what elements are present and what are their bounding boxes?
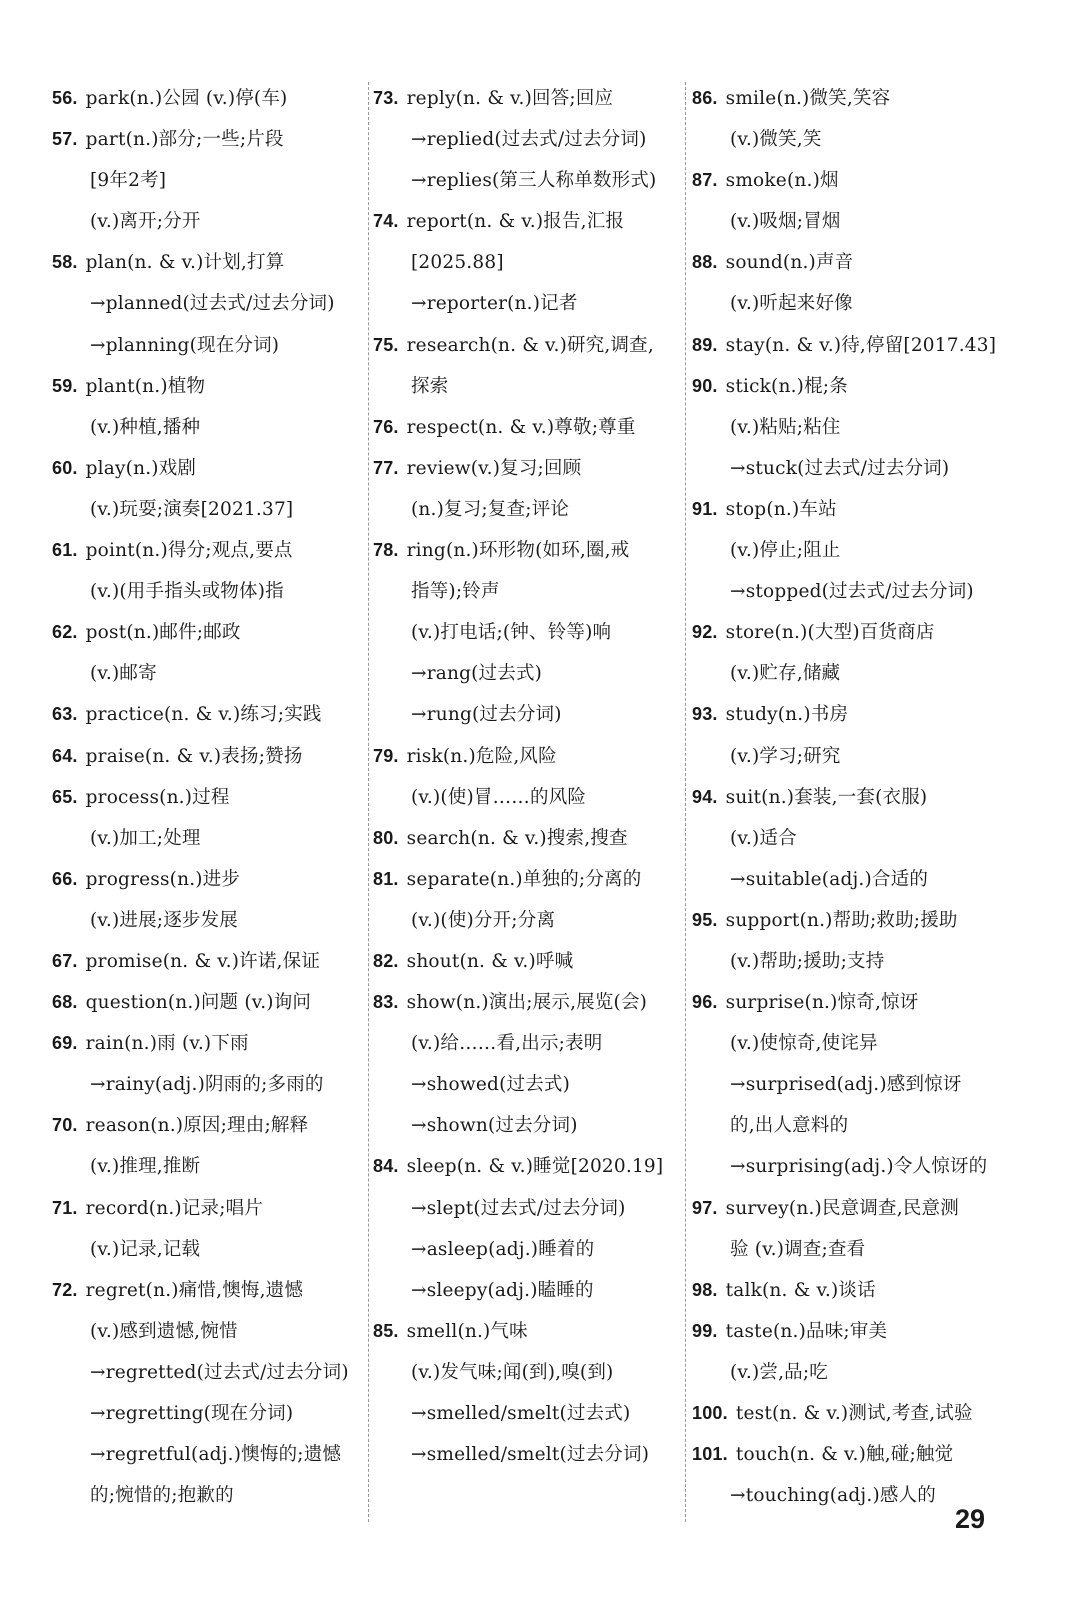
- entry-text: reply(n. & v.)回答;回应: [406, 88, 614, 109]
- entry-text: (v.)打电话;(钟、铃等)响: [411, 622, 612, 644]
- entry-text: →stuck(过去式/过去分词): [730, 457, 950, 479]
- vocab-entry-line: [373, 366, 683, 407]
- entry-text: park(n.)公园 (v.)停(车): [85, 88, 288, 109]
- entry-text: survey(n.)民意调查,民意测: [725, 1197, 959, 1219]
- vocab-entry-line: [692, 283, 1022, 324]
- entry-text: →rainy(adj.)阴雨的;多雨的: [90, 1074, 324, 1096]
- entry-text: show(n.)演出;展示,展览(会): [406, 992, 648, 1014]
- entry-text: (v.)加工;处理: [90, 827, 201, 849]
- entry-number: 80.: [373, 827, 399, 848]
- entry-number: 76.: [373, 416, 399, 437]
- entry-text: progress(n.)进步: [85, 868, 241, 890]
- entry-number: 97.: [692, 1197, 718, 1218]
- vocab-entry: [52, 530, 370, 571]
- entry-number: 56.: [52, 88, 78, 108]
- vocab-entry: [692, 1311, 1022, 1352]
- entry-text: →rang(过去式): [411, 663, 543, 685]
- column-divider: [368, 82, 369, 1522]
- entry-text: →regretful(adj.)懊悔的;遗憾: [90, 1444, 342, 1466]
- entry-number: 99.: [692, 1320, 718, 1341]
- vocab-entry-line: [52, 1475, 370, 1516]
- entry-text: 验 (v.)调查;查看: [730, 1238, 866, 1260]
- vocab-entry: [373, 859, 683, 900]
- entry-text: →asleep(adj.)睡着的: [411, 1238, 595, 1260]
- entry-text: taste(n.)品味;审美: [725, 1320, 888, 1342]
- vocab-entry-line: [373, 1023, 683, 1064]
- entry-number: 85.: [373, 1320, 399, 1341]
- page-number: 29: [955, 1504, 986, 1534]
- entry-number: 93.: [692, 704, 718, 725]
- entry-number: 57.: [52, 129, 78, 150]
- entry-text: →reporter(n.)记者: [411, 293, 578, 315]
- vocab-entry-line: [52, 201, 370, 242]
- entry-text: search(n. & v.)搜索,搜查: [406, 827, 628, 849]
- vocab-entry: [52, 941, 370, 982]
- vocab-entry-line: [692, 1352, 1022, 1393]
- entry-number: 92.: [692, 622, 718, 643]
- entry-number: 78.: [373, 540, 399, 561]
- entry-text: (v.)听起来好像: [730, 293, 853, 315]
- entry-text: →regretted(过去式/过去分词): [90, 1361, 349, 1383]
- vocab-entry-line: [692, 201, 1022, 242]
- entry-text: smile(n.)微笑,笑容: [725, 88, 891, 109]
- vocab-entry: [52, 448, 370, 489]
- entry-text: (v.)帮助;援助;支持: [730, 950, 885, 972]
- vocab-entry: [52, 982, 370, 1023]
- entry-text: smoke(n.)烟: [725, 170, 839, 192]
- entry-text: sound(n.)声音: [725, 252, 854, 274]
- entry-text: smell(n.)气味: [406, 1320, 528, 1342]
- entry-text: promise(n. & v.)许诺,保证: [85, 950, 321, 972]
- entry-text: stay(n. & v.)待,停留[2017.43]: [725, 334, 997, 356]
- column-1: [52, 78, 370, 1516]
- entry-text: →regretting(现在分词): [90, 1403, 294, 1424]
- vocab-entry: [373, 982, 683, 1023]
- vocab-entry: [373, 941, 683, 982]
- entry-text: point(n.)得分;观点,要点: [85, 540, 293, 562]
- entry-text: practice(n. & v.)练习;实践: [85, 704, 322, 726]
- vocab-entry: [373, 736, 683, 777]
- entry-text: plan(n. & v.)计划,打算: [85, 252, 285, 274]
- entry-text: store(n.)(大型)百货商店: [725, 622, 935, 644]
- vocab-entry-line: [373, 242, 683, 283]
- entry-text: stop(n.)车站: [725, 498, 837, 520]
- vocab-entry: [373, 530, 683, 571]
- entry-text: ring(n.)环形物(如环,圈,戒: [406, 540, 630, 562]
- vocab-entry-line: [692, 119, 1022, 160]
- entry-text: plant(n.)植物: [85, 375, 206, 397]
- entry-text: →planned(过去式/过去分词): [90, 293, 335, 315]
- vocab-entry: [373, 325, 683, 366]
- entry-text: →planning(现在分词): [90, 334, 280, 356]
- vocab-entry: [692, 325, 1022, 366]
- vocab-entry-line: [373, 1064, 683, 1105]
- entry-number: 95.: [692, 909, 718, 930]
- vocab-entry-line: [52, 1352, 370, 1393]
- entry-text: →surprising(adj.)令人惊讶的: [730, 1156, 988, 1178]
- column-2: [373, 78, 683, 1475]
- vocab-entry-line: [373, 777, 683, 818]
- entry-text: suit(n.)套装,一套(衣服): [725, 786, 928, 808]
- entry-text: question(n.)问题 (v.)询问: [85, 992, 312, 1014]
- vocab-entry-line: [52, 1229, 370, 1270]
- vocab-entry-line: [52, 818, 370, 859]
- column-divider: [685, 82, 686, 1522]
- entry-number: 75.: [373, 334, 399, 355]
- vocab-entry: [52, 694, 370, 735]
- entry-text: touch(n. & v.)触,碰;触觉: [735, 1444, 954, 1466]
- entry-text: 指等);铃声: [411, 581, 500, 603]
- vocab-entry-line: [692, 818, 1022, 859]
- vocab-entry: [373, 1311, 683, 1352]
- entry-number: 69.: [52, 1033, 78, 1054]
- entry-text: (v.)种植,播种: [90, 416, 201, 438]
- entry-number: 59.: [52, 375, 78, 396]
- vocab-entry: [692, 489, 1022, 530]
- entry-text: (v.)适合: [730, 827, 797, 849]
- vocab-entry: [52, 777, 370, 818]
- entry-text: →smelled/smelt(过去式): [411, 1403, 631, 1424]
- entry-number: 84.: [373, 1156, 399, 1177]
- vocab-entry-line: [373, 694, 683, 735]
- entry-number: 74.: [373, 211, 399, 232]
- vocab-entry-line: [373, 119, 683, 160]
- vocab-entry-line: [692, 1105, 1022, 1146]
- vocab-entry: [52, 366, 370, 407]
- vocab-entry-line: [692, 1064, 1022, 1105]
- vocab-entry-line: [52, 571, 370, 612]
- entry-text: (v.)玩耍;演奏[2021.37]: [90, 498, 294, 520]
- entry-text: (v.)(使)冒……的风险: [411, 786, 587, 808]
- entry-text: 探索: [411, 375, 449, 397]
- vocab-entry-line: [692, 407, 1022, 448]
- entry-text: →suitable(adj.)合适的: [730, 868, 929, 890]
- entry-text: 的,出人意料的: [730, 1115, 849, 1137]
- entry-text: 的;惋惜的;抱歉的: [90, 1485, 234, 1507]
- vocab-entry: [52, 78, 370, 119]
- vocab-entry: [692, 777, 1022, 818]
- vocab-entry: [373, 448, 683, 489]
- vocab-entry-line: [373, 1393, 683, 1434]
- entry-text: rain(n.)雨 (v.)下雨: [85, 1033, 249, 1055]
- vocab-entry-line: [692, 530, 1022, 571]
- vocab-entry: [692, 1188, 1022, 1229]
- vocab-entry: [373, 78, 683, 119]
- entry-number: 64.: [52, 745, 78, 766]
- vocab-entry-line: [373, 1105, 683, 1146]
- vocab-entry-line: [692, 941, 1022, 982]
- vocab-entry: [373, 818, 683, 859]
- entry-number: 66.: [52, 868, 78, 889]
- vocab-entry-line: [52, 1064, 370, 1105]
- entry-text: support(n.)帮助;救助;援助: [725, 909, 958, 931]
- entry-text: →replied(过去式/过去分词): [411, 129, 647, 151]
- entry-text: praise(n. & v.)表扬;赞扬: [85, 745, 303, 767]
- entry-text: →slept(过去式/过去分词): [411, 1197, 626, 1219]
- vocab-entry: [52, 612, 370, 653]
- entry-text: (v.)(使)分开;分离: [411, 909, 556, 931]
- vocab-entry: [692, 694, 1022, 735]
- entry-number: 87.: [692, 170, 718, 191]
- entry-text: (v.)尝,品;吃: [730, 1361, 828, 1383]
- vocab-entry: [52, 1023, 370, 1064]
- entry-text: (v.)使惊奇,使诧异: [730, 1033, 878, 1055]
- vocab-entry-line: [52, 325, 370, 366]
- entry-text: (v.)推理,推断: [90, 1156, 201, 1178]
- entry-text: [2025.88]: [411, 252, 504, 274]
- vocab-entry-line: [52, 1393, 370, 1434]
- entry-number: 94.: [692, 786, 718, 807]
- entry-text: respect(n. & v.)尊敬;尊重: [406, 416, 636, 438]
- vocab-entry: [692, 1393, 1022, 1434]
- entry-text: (v.)吸烟;冒烟: [730, 211, 841, 233]
- entry-text: test(n. & v.)测试,考查,试验: [735, 1403, 973, 1424]
- entry-number: 90.: [692, 375, 718, 396]
- entry-text: (v.)(用手指头或物体)指: [90, 581, 284, 603]
- entry-text: (v.)邮寄: [90, 663, 157, 685]
- vocab-entry: [52, 119, 370, 160]
- entry-text: (v.)微笑,笑: [730, 129, 822, 151]
- vocab-entry: [52, 1270, 370, 1311]
- entry-text: reason(n.)原因;理由;解释: [85, 1115, 309, 1137]
- entry-text: risk(n.)危险,风险: [406, 745, 557, 767]
- entry-number: 88.: [692, 252, 718, 273]
- vocab-entry: [692, 366, 1022, 407]
- vocab-entry: [52, 242, 370, 283]
- entry-number: 61.: [52, 540, 78, 561]
- entry-text: (v.)贮存,储藏: [730, 663, 841, 685]
- entry-number: 73.: [373, 88, 399, 108]
- vocab-entry-line: [373, 1434, 683, 1475]
- entry-number: 60.: [52, 457, 78, 478]
- entry-text: (v.)学习;研究: [730, 745, 841, 767]
- vocab-entry-line: [52, 160, 370, 201]
- vocab-entry-line: [373, 571, 683, 612]
- entry-text: →smelled/smelt(过去分词): [411, 1444, 650, 1466]
- entry-text: sleep(n. & v.)睡觉[2020.19]: [406, 1156, 664, 1178]
- vocab-entry: [692, 900, 1022, 941]
- vocab-entry-line: [52, 1146, 370, 1187]
- entry-number: 89.: [692, 334, 718, 355]
- entry-text: →shown(过去分词): [411, 1115, 578, 1137]
- vocab-entry-line: [692, 653, 1022, 694]
- vocab-entry: [692, 982, 1022, 1023]
- vocab-entry-line: [373, 900, 683, 941]
- vocab-entry-line: [692, 571, 1022, 612]
- vocab-entry-line: [373, 653, 683, 694]
- entry-text: shout(n. & v.)呼喊: [406, 950, 574, 972]
- vocab-entry-line: [373, 1188, 683, 1229]
- entry-text: →surprised(adj.)感到惊讶: [730, 1074, 962, 1096]
- entry-number: 58.: [52, 252, 78, 273]
- entry-text: (v.)进展;逐步发展: [90, 909, 239, 931]
- entry-text: →replies(第三人称单数形式): [411, 170, 657, 192]
- vocab-entry-line: [52, 653, 370, 694]
- vocab-entry: [52, 736, 370, 777]
- entry-text: separate(n.)单独的;分离的: [406, 868, 642, 890]
- vocab-entry-line: [373, 1270, 683, 1311]
- entry-text: →showed(过去式): [411, 1074, 571, 1096]
- entry-number: 72.: [52, 1279, 78, 1300]
- entry-text: (v.)粘贴;粘住: [730, 416, 841, 438]
- entry-number: 83.: [373, 992, 399, 1013]
- entry-number: 77.: [373, 457, 399, 478]
- vocab-entry: [692, 1434, 1022, 1475]
- vocab-entry: [692, 78, 1022, 119]
- entry-number: 100.: [692, 1403, 728, 1423]
- entry-text: →rung(过去分词): [411, 704, 562, 726]
- vocab-entry-line: [692, 1146, 1022, 1187]
- entry-number: 79.: [373, 745, 399, 766]
- entry-number: 65.: [52, 786, 78, 807]
- vocab-entry: [373, 407, 683, 448]
- vocab-entry: [692, 1270, 1022, 1311]
- vocab-entry: [373, 1146, 683, 1187]
- vocab-entry-line: [373, 160, 683, 201]
- entry-text: →sleepy(adj.)瞌睡的: [411, 1279, 594, 1301]
- vocab-entry-line: [692, 1229, 1022, 1270]
- entry-number: 86.: [692, 88, 718, 108]
- entry-text: [9年2考]: [90, 170, 167, 192]
- entry-text: (v.)停止;阻止: [730, 540, 841, 562]
- vocab-entry-line: [692, 736, 1022, 777]
- entry-number: 67.: [52, 950, 78, 971]
- entry-text: study(n.)书房: [725, 704, 849, 726]
- vocab-entry: [52, 1105, 370, 1146]
- entry-text: (v.)离开;分开: [90, 211, 201, 233]
- vocab-entry-line: [373, 1229, 683, 1270]
- vocab-entry: [52, 1188, 370, 1229]
- entry-text: research(n. & v.)研究,调查,: [406, 334, 654, 356]
- entry-number: 96.: [692, 992, 718, 1013]
- entry-number: 62.: [52, 622, 78, 643]
- entry-number: 63.: [52, 704, 78, 725]
- entry-text: process(n.)过程: [85, 786, 230, 808]
- entry-text: post(n.)邮件;邮政: [85, 622, 241, 644]
- vocab-entry-line: [52, 489, 370, 530]
- entry-number: 68.: [52, 992, 78, 1013]
- entry-number: 101.: [692, 1444, 728, 1465]
- entry-number: 91.: [692, 498, 718, 519]
- vocab-entry-line: [52, 283, 370, 324]
- entry-text: →stopped(过去式/过去分词): [730, 581, 974, 603]
- entry-text: (v.)感到遗憾,惋惜: [90, 1320, 238, 1342]
- vocab-entry-line: [373, 1352, 683, 1393]
- entry-text: talk(n. & v.)谈话: [725, 1279, 876, 1301]
- vocab-entry-line: [52, 1311, 370, 1352]
- entry-text: review(v.)复习;回顾: [406, 457, 582, 479]
- vocab-entry-line: [52, 407, 370, 448]
- vocab-entry: [692, 160, 1022, 201]
- entry-number: 98.: [692, 1279, 718, 1300]
- entry-text: play(n.)戏剧: [85, 457, 197, 479]
- vocab-entry-line: [692, 448, 1022, 489]
- entry-text: (v.)发气味;闻(到),嗅(到): [411, 1361, 614, 1383]
- entry-text: →touching(adj.)感人的: [730, 1485, 936, 1507]
- entry-number: 82.: [373, 950, 399, 971]
- entry-text: regret(n.)痛惜,懊悔,遗憾: [85, 1279, 304, 1301]
- entry-text: (v.)给……看,出示;表明: [411, 1033, 603, 1055]
- vocab-entry-line: [373, 283, 683, 324]
- entry-text: stick(n.)棍;条: [725, 375, 848, 397]
- entry-text: (v.)记录,记载: [90, 1238, 201, 1260]
- vocab-entry-line: [373, 489, 683, 530]
- vocab-entry-line: [52, 1434, 370, 1475]
- entry-text: report(n. & v.)报告,汇报: [406, 211, 625, 233]
- vocab-entry-line: [52, 900, 370, 941]
- entry-text: part(n.)部分;一些;片段: [85, 129, 284, 151]
- entry-number: 81.: [373, 868, 399, 889]
- column-3: [692, 78, 1022, 1516]
- entry-text: surprise(n.)惊奇,惊讶: [725, 992, 919, 1014]
- entry-text: (n.)复习;复查;评论: [411, 498, 570, 520]
- vocab-entry: [692, 242, 1022, 283]
- vocab-entry-line: [692, 1023, 1022, 1064]
- entry-number: 71.: [52, 1197, 78, 1218]
- entry-text: record(n.)记录;唱片: [85, 1197, 264, 1219]
- vocab-entry-line: [692, 859, 1022, 900]
- vocab-entry: [692, 612, 1022, 653]
- vocab-entry-line: [373, 612, 683, 653]
- vocab-entry: [52, 859, 370, 900]
- entry-number: 70.: [52, 1115, 78, 1136]
- vocab-entry: [373, 201, 683, 242]
